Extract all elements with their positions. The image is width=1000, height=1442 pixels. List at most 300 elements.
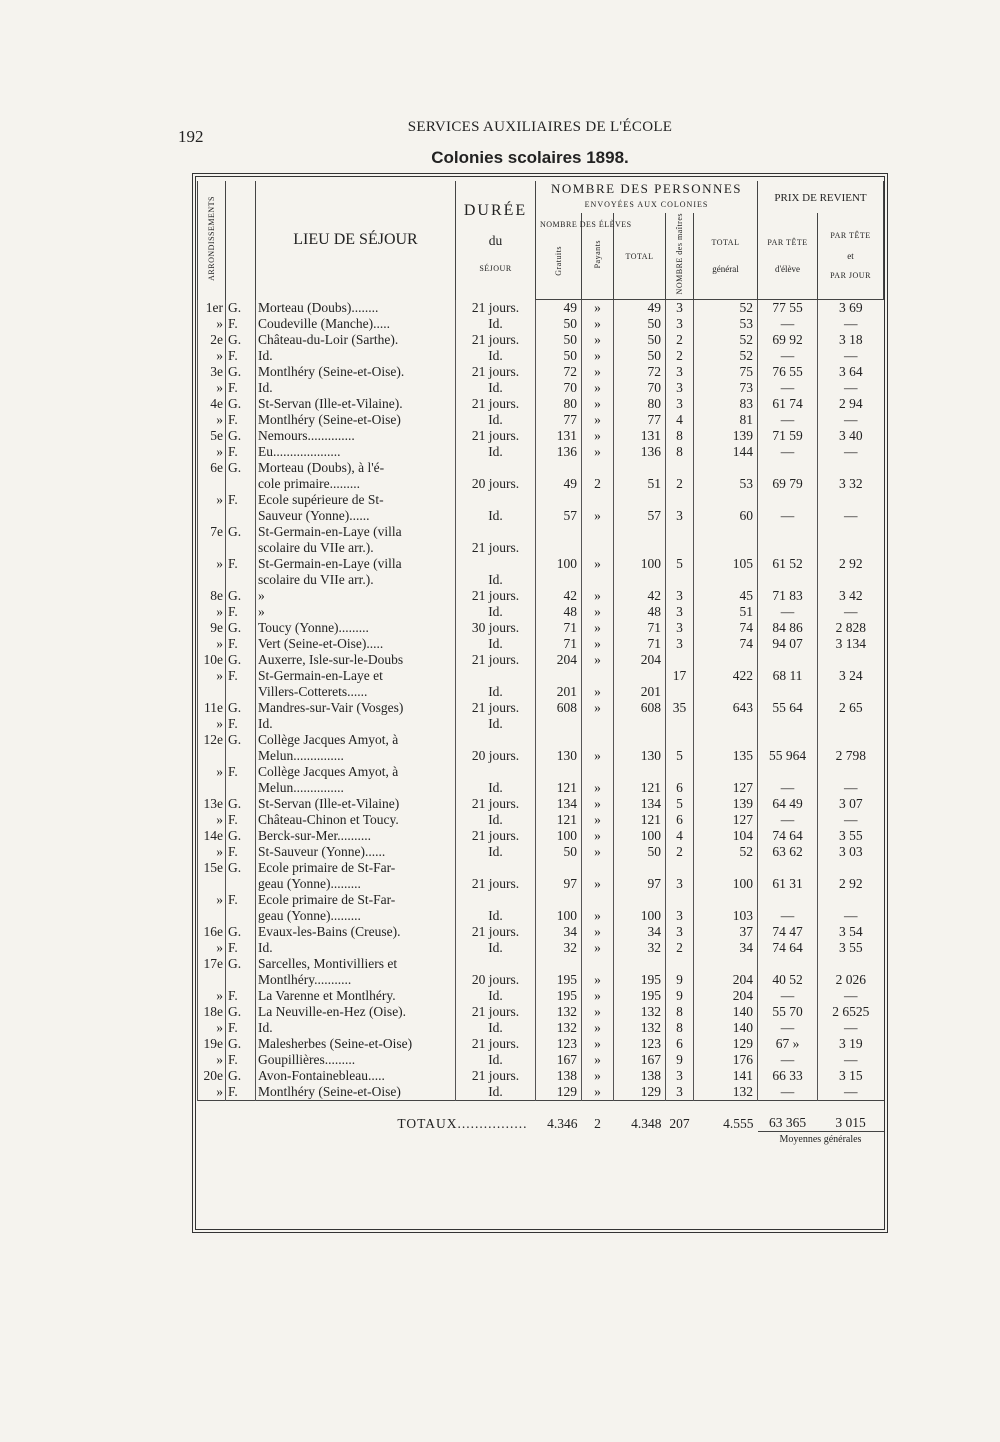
- cell-payants: »: [582, 988, 614, 1004]
- cell-maitres: [666, 956, 694, 972]
- cell-par-jour: 2 92: [818, 556, 884, 572]
- cell-payants: »: [582, 556, 614, 572]
- cell-par-jour: 3 64: [818, 364, 884, 380]
- cell-par-jour: 3 42: [818, 588, 884, 604]
- cell-payants: [582, 732, 614, 748]
- cell-maitres: 3: [666, 1084, 694, 1101]
- table-row: [198, 748, 884, 764]
- cell-gratuits: 50: [536, 332, 582, 348]
- cell-par-tete: —: [758, 604, 818, 620]
- cell-arr: »: [198, 492, 226, 508]
- moyennes-row: [198, 1132, 884, 1149]
- cell-gratuits: [536, 732, 582, 748]
- table-row: [198, 972, 884, 988]
- cell-total: [614, 540, 666, 556]
- cell-total-general: 52: [694, 844, 758, 860]
- table-row: [198, 908, 884, 924]
- cell-duree: [456, 524, 536, 540]
- cell-par-jour: 2 798: [818, 748, 884, 764]
- cell-arr: 20e: [198, 1068, 226, 1084]
- cell-payants: »: [582, 300, 614, 317]
- cell-total-general: 643: [694, 700, 758, 716]
- cell-total-general: 52: [694, 300, 758, 317]
- table-row: [198, 1084, 884, 1101]
- cell-gratuits: 49: [536, 300, 582, 317]
- cell-type: [226, 908, 256, 924]
- cell-duree: 21 jours.: [456, 828, 536, 844]
- table-row: [198, 684, 884, 700]
- totals-maitres: 207: [666, 1101, 694, 1132]
- table-row: [198, 876, 884, 892]
- cell-total: [614, 956, 666, 972]
- cell-par-jour: [818, 764, 884, 780]
- cell-type: G.: [226, 1004, 256, 1020]
- cell-par-tete: —: [758, 316, 818, 332]
- cell-gratuits: 132: [536, 1020, 582, 1036]
- cell-lieu: St-Germain-en-Laye et: [256, 668, 456, 684]
- cell-total: 134: [614, 796, 666, 812]
- totals-label: TOTAUX................: [198, 1101, 536, 1132]
- cell-duree: Id.: [456, 684, 536, 700]
- cell-type: [226, 684, 256, 700]
- cell-lieu: Melun...............: [256, 748, 456, 764]
- cell-maitres: 2: [666, 476, 694, 492]
- cell-payants: »: [582, 828, 614, 844]
- cell-duree: 21 jours.: [456, 332, 536, 348]
- cell-duree: 21 jours.: [456, 1068, 536, 1084]
- cell-payants: »: [582, 796, 614, 812]
- cell-duree: Id.: [456, 716, 536, 732]
- cell-total-general: 176: [694, 1052, 758, 1068]
- cell-total: 57: [614, 508, 666, 524]
- table-row: [198, 428, 884, 444]
- cell-lieu: Evaux-les-Bains (Creuse).: [256, 924, 456, 940]
- cell-par-jour: 3 18: [818, 332, 884, 348]
- cell-par-jour: —: [818, 316, 884, 332]
- cell-duree: Id.: [456, 1084, 536, 1101]
- cell-payants: »: [582, 844, 614, 860]
- cell-par-jour: [818, 716, 884, 732]
- cell-maitres: 5: [666, 748, 694, 764]
- cell-par-tete: 61 52: [758, 556, 818, 572]
- cell-lieu: St-Servan (Ille-et-Vilaine).: [256, 396, 456, 412]
- cell-total: [614, 460, 666, 476]
- cell-total: [614, 860, 666, 876]
- cell-maitres: 2: [666, 348, 694, 364]
- cell-payants: »: [582, 1036, 614, 1052]
- cell-par-jour: 3 54: [818, 924, 884, 940]
- cell-type: F.: [226, 764, 256, 780]
- cell-gratuits: 130: [536, 748, 582, 764]
- cell-total: 100: [614, 908, 666, 924]
- cell-arr: »: [198, 412, 226, 428]
- cell-duree: 30 jours.: [456, 620, 536, 636]
- cell-payants: [582, 572, 614, 588]
- cell-total: 42: [614, 588, 666, 604]
- cell-arr: 7e: [198, 524, 226, 540]
- cell-type: G.: [226, 396, 256, 412]
- cell-payants: »: [582, 316, 614, 332]
- table-row: [198, 956, 884, 972]
- cell-maitres: [666, 524, 694, 540]
- table-row: [198, 844, 884, 860]
- cell-total-general: [694, 956, 758, 972]
- cell-par-jour: 2 65: [818, 700, 884, 716]
- cell-duree: 21 jours.: [456, 652, 536, 668]
- cell-payants: »: [582, 1084, 614, 1101]
- cell-total: 121: [614, 780, 666, 796]
- cell-payants: »: [582, 428, 614, 444]
- cell-total: 167: [614, 1052, 666, 1068]
- cell-gratuits: [536, 892, 582, 908]
- cell-gratuits: 48: [536, 604, 582, 620]
- cell-type: G.: [226, 588, 256, 604]
- cell-total-general: [694, 652, 758, 668]
- cell-gratuits: 50: [536, 348, 582, 364]
- cell-total: 129: [614, 1084, 666, 1101]
- moyennes-generales: Moyennes générales: [758, 1132, 884, 1149]
- cell-lieu: Sauveur (Yonne)......: [256, 508, 456, 524]
- header-gratuits: NOMBRE DES ÉLÈVES Gratuits: [536, 213, 582, 300]
- cell-par-tete: —: [758, 348, 818, 364]
- cell-maitres: 3: [666, 620, 694, 636]
- cell-maitres: 2: [666, 844, 694, 860]
- cell-arr: »: [198, 636, 226, 652]
- cell-duree: Id.: [456, 908, 536, 924]
- cell-maitres: 8: [666, 444, 694, 460]
- cell-lieu: Montlhéry (Seine-et-Oise): [256, 412, 456, 428]
- cell-lieu: »: [256, 604, 456, 620]
- cell-type: F.: [226, 940, 256, 956]
- cell-par-jour: 3 03: [818, 844, 884, 860]
- cell-maitres: 9: [666, 972, 694, 988]
- table-row: [198, 924, 884, 940]
- cell-par-tete: [758, 956, 818, 972]
- cell-par-tete: 68 11: [758, 668, 818, 684]
- table-row: [198, 636, 884, 652]
- cell-payants: »: [582, 1004, 614, 1020]
- table-row: [198, 492, 884, 508]
- cell-type: F.: [226, 492, 256, 508]
- cell-total: [614, 892, 666, 908]
- table-body: [198, 300, 884, 1101]
- cell-arr: »: [198, 348, 226, 364]
- cell-par-jour: —: [818, 508, 884, 524]
- cell-arr: [198, 476, 226, 492]
- cell-gratuits: 34: [536, 924, 582, 940]
- cell-total: 50: [614, 844, 666, 860]
- cell-arr: 13e: [198, 796, 226, 812]
- cell-arr: 2e: [198, 332, 226, 348]
- cell-par-tete: 77 55: [758, 300, 818, 317]
- cell-gratuits: 71: [536, 636, 582, 652]
- cell-lieu: Eu....................: [256, 444, 456, 460]
- cell-par-jour: —: [818, 1020, 884, 1036]
- cell-type: F.: [226, 844, 256, 860]
- cell-total: 80: [614, 396, 666, 412]
- cell-gratuits: 121: [536, 812, 582, 828]
- cell-arr: »: [198, 716, 226, 732]
- cell-payants: »: [582, 972, 614, 988]
- cell-total-general: 105: [694, 556, 758, 572]
- table-row: [198, 780, 884, 796]
- cell-lieu: Sarcelles, Montivilliers et: [256, 956, 456, 972]
- cell-gratuits: 608: [536, 700, 582, 716]
- cell-total-general: [694, 892, 758, 908]
- header-par-tete: PAR TÊTE d'élève: [758, 213, 818, 300]
- cell-par-jour: [818, 540, 884, 556]
- cell-duree: 21 jours.: [456, 876, 536, 892]
- cell-duree: 21 jours.: [456, 700, 536, 716]
- cell-par-jour: [818, 492, 884, 508]
- cell-type: G.: [226, 300, 256, 317]
- running-head: SERVICES AUXILIAIRES DE L'ÉCOLE: [407, 119, 673, 135]
- cell-par-tete: 69 79: [758, 476, 818, 492]
- table-row: [198, 476, 884, 492]
- cell-par-jour: 2 92: [818, 876, 884, 892]
- header-arrondissements: ARRONDISSEMENTS: [198, 181, 226, 300]
- cell-par-tete: —: [758, 780, 818, 796]
- cell-par-jour: —: [818, 812, 884, 828]
- cell-arr: »: [198, 444, 226, 460]
- cell-maitres: 3: [666, 1068, 694, 1084]
- cell-lieu: »: [256, 588, 456, 604]
- cell-arr: 9e: [198, 620, 226, 636]
- cell-par-tete: 61 31: [758, 876, 818, 892]
- cell-par-jour: 3 134: [818, 636, 884, 652]
- cell-payants: »: [582, 364, 614, 380]
- cell-maitres: 6: [666, 780, 694, 796]
- cell-arr: »: [198, 940, 226, 956]
- cell-payants: »: [582, 620, 614, 636]
- cell-gratuits: 132: [536, 1004, 582, 1020]
- cell-total: 48: [614, 604, 666, 620]
- cell-lieu: Montlhéry (Seine-et-Oise).: [256, 364, 456, 380]
- cell-par-jour: [818, 892, 884, 908]
- cell-duree: [456, 892, 536, 908]
- cell-duree: [456, 668, 536, 684]
- totals-gratuits: 4.346: [536, 1101, 582, 1132]
- cell-lieu: Id.: [256, 380, 456, 396]
- cell-gratuits: 72: [536, 364, 582, 380]
- cell-total: 132: [614, 1020, 666, 1036]
- cell-lieu: Château-du-Loir (Sarthe).: [256, 332, 456, 348]
- cell-payants: »: [582, 1068, 614, 1084]
- cell-duree: Id.: [456, 348, 536, 364]
- cell-par-jour: —: [818, 348, 884, 364]
- cell-par-tete: [758, 892, 818, 908]
- cell-duree: [456, 460, 536, 476]
- cell-payants: »: [582, 908, 614, 924]
- cell-duree: Id.: [456, 1052, 536, 1068]
- cell-total: 138: [614, 1068, 666, 1084]
- cell-par-tete: [758, 572, 818, 588]
- table-row: [198, 796, 884, 812]
- cell-gratuits: 195: [536, 972, 582, 988]
- cell-total: 50: [614, 332, 666, 348]
- cell-payants: »: [582, 684, 614, 700]
- cell-type: [226, 972, 256, 988]
- cell-par-tete: [758, 524, 818, 540]
- cell-total-general: 204: [694, 972, 758, 988]
- cell-payants: [582, 892, 614, 908]
- cell-total-general: 53: [694, 476, 758, 492]
- cell-lieu: Nemours..............: [256, 428, 456, 444]
- cell-lieu: St-Sauveur (Yonne)......: [256, 844, 456, 860]
- cell-gratuits: 121: [536, 780, 582, 796]
- cell-lieu: Collège Jacques Amyot, à: [256, 764, 456, 780]
- cell-par-jour: [818, 524, 884, 540]
- cell-total-general: [694, 492, 758, 508]
- cell-lieu: La Varenne et Montlhéry.: [256, 988, 456, 1004]
- cell-type: [226, 540, 256, 556]
- cell-par-tete: —: [758, 1084, 818, 1101]
- cell-duree: [456, 860, 536, 876]
- cell-par-tete: 67 »: [758, 1036, 818, 1052]
- header-nombre-personnes: NOMBRE DES PERSONNES ENVOYÉES AUX COLONIES: [536, 181, 758, 213]
- table-row: [198, 700, 884, 716]
- cell-maitres: [666, 732, 694, 748]
- cell-maitres: 3: [666, 636, 694, 652]
- cell-arr: [198, 572, 226, 588]
- cell-par-tete: 74 64: [758, 940, 818, 956]
- cell-par-jour: 2 026: [818, 972, 884, 988]
- cell-par-tete: [758, 652, 818, 668]
- table-row: [198, 316, 884, 332]
- table-row: [198, 860, 884, 876]
- cell-lieu: Villers-Cotterets......: [256, 684, 456, 700]
- cell-total: 131: [614, 428, 666, 444]
- cell-type: G.: [226, 860, 256, 876]
- cell-par-jour: 3 32: [818, 476, 884, 492]
- cell-arr: »: [198, 812, 226, 828]
- cell-arr: »: [198, 556, 226, 572]
- cell-payants: »: [582, 780, 614, 796]
- cell-duree: 21 jours.: [456, 1004, 536, 1020]
- cell-par-jour: —: [818, 1052, 884, 1068]
- cell-par-jour: [818, 652, 884, 668]
- cell-total: 32: [614, 940, 666, 956]
- cell-duree: 21 jours.: [456, 588, 536, 604]
- cell-type: G.: [226, 524, 256, 540]
- cell-arr: 17e: [198, 956, 226, 972]
- cell-par-tete: 61 74: [758, 396, 818, 412]
- cell-total: [614, 668, 666, 684]
- cell-total: 204: [614, 652, 666, 668]
- cell-payants: »: [582, 652, 614, 668]
- cell-arr: 19e: [198, 1036, 226, 1052]
- cell-gratuits: [536, 524, 582, 540]
- cell-type: F.: [226, 348, 256, 364]
- cell-gratuits: 97: [536, 876, 582, 892]
- cell-type: [226, 780, 256, 796]
- cell-par-tete: 63 62: [758, 844, 818, 860]
- cell-maitres: 5: [666, 796, 694, 812]
- cell-gratuits: [536, 668, 582, 684]
- cell-total-general: [694, 460, 758, 476]
- totals-total-general: 4.555: [694, 1101, 758, 1132]
- cell-total: [614, 572, 666, 588]
- cell-type: F.: [226, 444, 256, 460]
- cell-par-jour: —: [818, 780, 884, 796]
- cell-par-jour: [818, 684, 884, 700]
- cell-type: G.: [226, 732, 256, 748]
- cell-arr: 4e: [198, 396, 226, 412]
- cell-total-general: 139: [694, 796, 758, 812]
- cell-par-jour: [818, 860, 884, 876]
- cell-lieu: Toucy (Yonne).........: [256, 620, 456, 636]
- cell-arr: [198, 684, 226, 700]
- cell-lieu: Coudeville (Manche).....: [256, 316, 456, 332]
- cell-total-general: 60: [694, 508, 758, 524]
- cell-arr: [198, 540, 226, 556]
- cell-maitres: 3: [666, 924, 694, 940]
- cell-duree: 20 jours.: [456, 748, 536, 764]
- cell-type: F.: [226, 716, 256, 732]
- cell-arr: 1er: [198, 300, 226, 317]
- cell-par-jour: 2 6525: [818, 1004, 884, 1020]
- cell-arr: [198, 876, 226, 892]
- cell-lieu: Goupillières.........: [256, 1052, 456, 1068]
- cell-lieu: Malesherbes (Seine-et-Oise): [256, 1036, 456, 1052]
- cell-par-tete: —: [758, 412, 818, 428]
- cell-type: F.: [226, 988, 256, 1004]
- cell-payants: [582, 860, 614, 876]
- cell-total-general: 104: [694, 828, 758, 844]
- cell-type: G.: [226, 428, 256, 444]
- cell-gratuits: 100: [536, 908, 582, 924]
- cell-total-general: 100: [694, 876, 758, 892]
- table-row: [198, 716, 884, 732]
- cell-par-tete: [758, 540, 818, 556]
- cell-type: F.: [226, 556, 256, 572]
- cell-total: 72: [614, 364, 666, 380]
- cell-lieu: Id.: [256, 940, 456, 956]
- cell-total-general: 135: [694, 748, 758, 764]
- cell-par-tete: [758, 860, 818, 876]
- cell-type: G.: [226, 796, 256, 812]
- table-row: [198, 988, 884, 1004]
- cell-type: G.: [226, 620, 256, 636]
- totals-par-tete: 63 365: [758, 1101, 818, 1132]
- cell-arr: 11e: [198, 700, 226, 716]
- cell-gratuits: 49: [536, 476, 582, 492]
- header-payants: Payants: [582, 213, 614, 300]
- table-row: [198, 668, 884, 684]
- cell-maitres: 3: [666, 300, 694, 317]
- cell-gratuits: 195: [536, 988, 582, 1004]
- cell-duree: Id.: [456, 604, 536, 620]
- cell-maitres: [666, 492, 694, 508]
- cell-total-general: 139: [694, 428, 758, 444]
- cell-maitres: 9: [666, 988, 694, 1004]
- cell-gratuits: 131: [536, 428, 582, 444]
- cell-arr: 6e: [198, 460, 226, 476]
- totals-par-jour: 3 015: [818, 1101, 884, 1132]
- cell-payants: [582, 524, 614, 540]
- cell-lieu: St-Germain-en-Laye (villa: [256, 524, 456, 540]
- cell-total: 195: [614, 972, 666, 988]
- totals-row: [198, 1101, 884, 1132]
- cell-gratuits: 32: [536, 940, 582, 956]
- cell-total: 71: [614, 620, 666, 636]
- table-row: [198, 588, 884, 604]
- cell-payants: »: [582, 700, 614, 716]
- cell-par-jour: [818, 956, 884, 972]
- cell-par-jour: 2 828: [818, 620, 884, 636]
- cell-payants: [582, 764, 614, 780]
- table-row: [198, 1036, 884, 1052]
